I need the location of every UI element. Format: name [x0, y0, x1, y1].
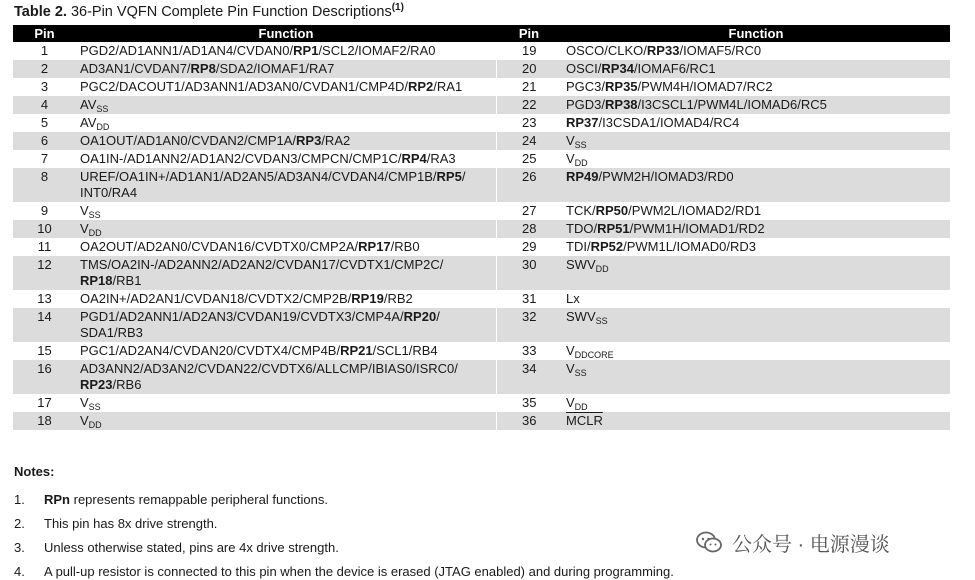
- pin-function: PGD2/AD1ANN1/AD1AN4/CVDAN0/RP1/SCL2/IOMAF2/RA0: [76, 42, 496, 60]
- pin-function: OSCI/RP34/IOMAF6/RC1: [562, 60, 950, 78]
- pin-number: 27: [496, 202, 562, 220]
- pin-function: $V_{SS}$: [76, 202, 496, 220]
- pin-number: 16: [13, 360, 76, 394]
- table-row: [13, 394, 950, 412]
- table-row: [13, 114, 950, 132]
- pin-number: 4: [13, 96, 76, 114]
- pin-number: 10: [13, 220, 76, 238]
- note-text: This pin has 8x drive strength.: [44, 516, 218, 531]
- wechat-icon: [696, 531, 722, 553]
- pin-function: TDI/RP52/PWM1L/IOMAD0/RD3: [562, 238, 950, 256]
- note-item: [14, 516, 217, 532]
- header-pin-right: Pin: [496, 25, 562, 42]
- pin-function: OA1OUT/AD1AN0/CVDAN2/CMP1A/RP3/RA2: [76, 132, 496, 150]
- pin-number: 8: [13, 168, 76, 202]
- pin-function: $V_{DD}$: [76, 412, 496, 430]
- pin-function: TCK/RP50/PWM2L/IOMAD2/RD1: [562, 202, 950, 220]
- caption-text: 36-Pin VQFN Complete Pin Function Descriptions: [70, 4, 392, 20]
- note-number: 1.: [14, 492, 25, 507]
- pin-number: 35: [496, 394, 562, 412]
- note-text: Unless otherwise stated, pins are 4x drive strength.: [44, 540, 339, 555]
- pin-function: TDO/RP51/PWM1H/IOMAD1/RD2: [562, 220, 950, 238]
- pin-function: OA1IN-/AD1ANN2/AD1AN2/CVDAN3/CMPCN/CMP1C/RP4/RA3: [76, 150, 496, 168]
- pin-function: $V_{DD}$: [76, 220, 496, 238]
- table-header-row: [13, 25, 950, 42]
- pin-number: 33: [496, 342, 562, 360]
- pin-function-table: [13, 25, 950, 430]
- table-row: [13, 132, 950, 150]
- pin-function: $AV_{DD}$: [76, 114, 496, 132]
- pin-number: 5: [13, 114, 76, 132]
- pin-function: $V_{SS}$: [76, 394, 496, 412]
- pin-function: PGC1/AD2AN4/CVDAN20/CVDTX4/CMP4B/RP21/SCL1/RB4: [76, 342, 496, 360]
- pin-function: PGC3/RP35/PWM4H/IOMAD7/RC2: [562, 78, 950, 96]
- pin-function: MCLR: [562, 412, 950, 430]
- pin-number: 30: [496, 256, 562, 290]
- pin-number: 19: [496, 42, 562, 60]
- pin-number: 23: [496, 114, 562, 132]
- note-item: [14, 492, 328, 508]
- table-body: [13, 42, 950, 430]
- pin-number: 24: [496, 132, 562, 150]
- pin-number: 36: [496, 412, 562, 430]
- pin-number: 12: [13, 256, 76, 290]
- pin-number: 6: [13, 132, 76, 150]
- pin-number: 31: [496, 290, 562, 308]
- table-row: [13, 42, 950, 60]
- table-row: [13, 220, 950, 238]
- pin-number: 7: [13, 150, 76, 168]
- pin-number: 32: [496, 308, 562, 342]
- header-function-left: Function: [76, 25, 496, 42]
- pin-number: 11: [13, 238, 76, 256]
- table-row: [13, 168, 950, 202]
- pin-number: 34: [496, 360, 562, 394]
- pin-function: $AV_{SS}$: [76, 96, 496, 114]
- table-row: [13, 256, 950, 290]
- pin-function: $V_{DDCORE}$: [562, 342, 950, 360]
- pin-number: 25: [496, 150, 562, 168]
- caption-note-ref: (1): [391, 2, 404, 13]
- header-pin-left: Pin: [13, 25, 76, 42]
- pin-number: 21: [496, 78, 562, 96]
- header-function-right: Function: [562, 25, 950, 42]
- pin-function: RP49/PWM2H/IOMAD3/RD0: [562, 168, 950, 202]
- note-number: 4.: [14, 564, 25, 579]
- pin-number: 3: [13, 78, 76, 96]
- table-row: [13, 150, 950, 168]
- pin-function: AD3AN1/CVDAN7/RP8/SDA2/IOMAF1/RA7: [76, 60, 496, 78]
- pin-number: 22: [496, 96, 562, 114]
- pin-function: $SWV_{SS}$: [562, 308, 950, 342]
- pin-function: RP37/I3CSDA1/IOMAD4/RC4: [562, 114, 950, 132]
- pin-number: 28: [496, 220, 562, 238]
- caption-label: Table 2.: [14, 4, 67, 20]
- pin-number: 1: [13, 42, 76, 60]
- table-row: [13, 202, 950, 220]
- table-row: [13, 290, 950, 308]
- note-bold-term: RPn: [44, 492, 70, 507]
- note-number: 2.: [14, 516, 25, 531]
- pin-number: 20: [496, 60, 562, 78]
- pin-function: OSCO/CLKO/RP33/IOMAF5/RC0: [562, 42, 950, 60]
- pin-function: UREF/OA1IN+/AD1AN1/AD2AN5/AD3AN4/CVDAN4/CMP1B/RP5/ INT0/RA4: [76, 168, 496, 202]
- table-row: [13, 78, 950, 96]
- note-item: [14, 564, 674, 580]
- table-row: [13, 96, 950, 114]
- pin-function: Lx: [562, 290, 950, 308]
- table-row: [13, 60, 950, 78]
- pin-number: 2: [13, 60, 76, 78]
- pin-number: 14: [13, 308, 76, 342]
- pin-function: $V_{SS}$: [562, 360, 950, 394]
- note-text: represents remappable peripheral functions.: [70, 492, 328, 507]
- pin-number: 15: [13, 342, 76, 360]
- table-row: [13, 360, 950, 394]
- pin-function: PGD1/AD2ANN1/AD2AN3/CVDAN19/CVDTX3/CMP4A/RP20/ SDA1/RB3: [76, 308, 496, 342]
- table-row: [13, 238, 950, 256]
- notes-section: [14, 463, 674, 579]
- pin-number: 26: [496, 168, 562, 202]
- note-item: [14, 540, 339, 556]
- note-number: 3.: [14, 540, 25, 555]
- pin-number: 13: [13, 290, 76, 308]
- pin-function: $SWV_{DD}$: [562, 256, 950, 290]
- pin-function: PGD3/RP38/I3CSCL1/PWM4L/IOMAD6/RC5: [562, 96, 950, 114]
- table-caption: [14, 3, 404, 21]
- pin-number: 9: [13, 202, 76, 220]
- pin-function: $V_{DD}$: [562, 150, 950, 168]
- pin-function: AD3ANN2/AD3AN2/CVDAN22/CVDTX6/ALLCMP/IBIAS0/ISRC0/ RP23/RB6: [76, 360, 496, 394]
- pin-function: OA2IN+/AD2AN1/CVDAN18/CVDTX2/CMP2B/RP19/RB2: [76, 290, 496, 308]
- table-row: [13, 342, 950, 360]
- pin-function: OA2OUT/AD2AN0/CVDAN16/CVDTX0/CMP2A/RP17/RB0: [76, 238, 496, 256]
- watermark: [696, 530, 890, 554]
- table-row: [13, 308, 950, 342]
- pin-function: $V_{SS}$: [562, 132, 950, 150]
- note-text: A pull-up resistor is connected to this pin when the device is erased (JTAG enabled) and during programming.: [44, 564, 674, 579]
- pin-number: 29: [496, 238, 562, 256]
- pin-number: 18: [13, 412, 76, 430]
- pin-function: $V_{DD}$: [562, 394, 950, 412]
- pin-number: 17: [13, 394, 76, 412]
- pin-function: TMS/OA2IN-/AD2ANN2/AD2AN2/CVDAN17/CVDTX1/CMP2C/ RP18/RB1: [76, 256, 496, 290]
- watermark-text: 公众号 · 电源漫谈: [732, 533, 890, 556]
- pin-function: PGC2/DACOUT1/AD3ANN1/AD3AN0/CVDAN1/CMP4D/RP2/RA1: [76, 78, 496, 96]
- notes-title: Notes:: [14, 464, 55, 479]
- table-row: [13, 412, 950, 430]
